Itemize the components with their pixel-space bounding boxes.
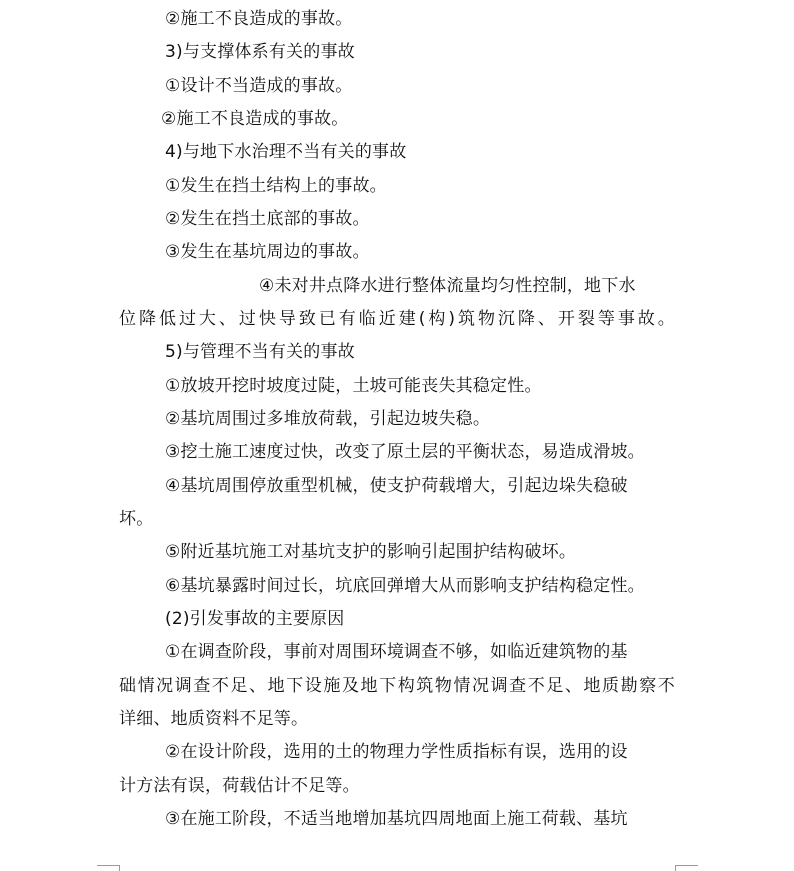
doc-line: 5)与管理不当有关的事故 [165, 342, 355, 362]
doc-line: ④未对井点降水进行整体流量均匀性控制，地下水 [259, 276, 636, 296]
doc-line: ③挖土施工速度过快，改变了原土层的平衡状态，易造成滑坡。 [165, 442, 645, 462]
doc-line: ①放坡开挖时坡度过陡，土坡可能丧失其稳定性。 [165, 376, 542, 396]
doc-line: 3)与支撑体系有关的事故 [165, 42, 355, 62]
doc-line: ①设计不当造成的事故。 [165, 76, 353, 96]
doc-line: ③发生在基坑周边的事故。 [165, 242, 370, 262]
doc-line: ⑤附近基坑施工对基坑支护的影响引起围护结构破坏。 [165, 542, 577, 562]
doc-line: 4)与地下水治理不当有关的事故 [165, 142, 407, 162]
doc-line: ①发生在挡土结构上的事故。 [165, 176, 387, 196]
doc-line: (2)引发事故的主要原因 [165, 609, 345, 629]
doc-line: ⑥基坑暴露时间过长，坑底回弹增大从而影响支护结构稳定性。 [165, 576, 645, 596]
doc-line: ②施工不良造成的事故。 [165, 9, 353, 29]
doc-line: ②基坑周围过多堆放荷载，引起边坡失稳。 [165, 409, 491, 429]
doc-line: ①在调查阶段，事前对周围环境调查不够，如临近建筑物的基 [165, 642, 628, 662]
doc-line: ③在施工阶段，不适当地增加基坑四周地面上施工荷载、基坑 [165, 809, 628, 829]
doc-line: 详细、地质资料不足等。 [119, 709, 309, 729]
doc-line: ②在设计阶段，选用的土的物理力学性质指标有误，选用的设 [165, 742, 628, 762]
page-corner-mark [675, 865, 698, 871]
doc-line: 坏。 [119, 509, 154, 529]
doc-line: 计方法有误，荷载估计不足等。 [119, 776, 360, 796]
doc-line: 础情况调查不足、地下设施及地下构筑物情况调查不足、地质勘察不 [119, 676, 675, 696]
doc-line: ②发生在挡土底部的事故。 [165, 209, 370, 229]
doc-line: 位降低过大、过快导致已有临近建(构)筑物沉降、开裂等事故。 [119, 309, 675, 329]
doc-line: ④基坑周围停放重型机械，使支护荷载增大，引起边垛失稳破 [165, 476, 628, 496]
page-corner-mark [97, 865, 120, 871]
doc-line: ②施工不良造成的事故。 [161, 109, 349, 129]
